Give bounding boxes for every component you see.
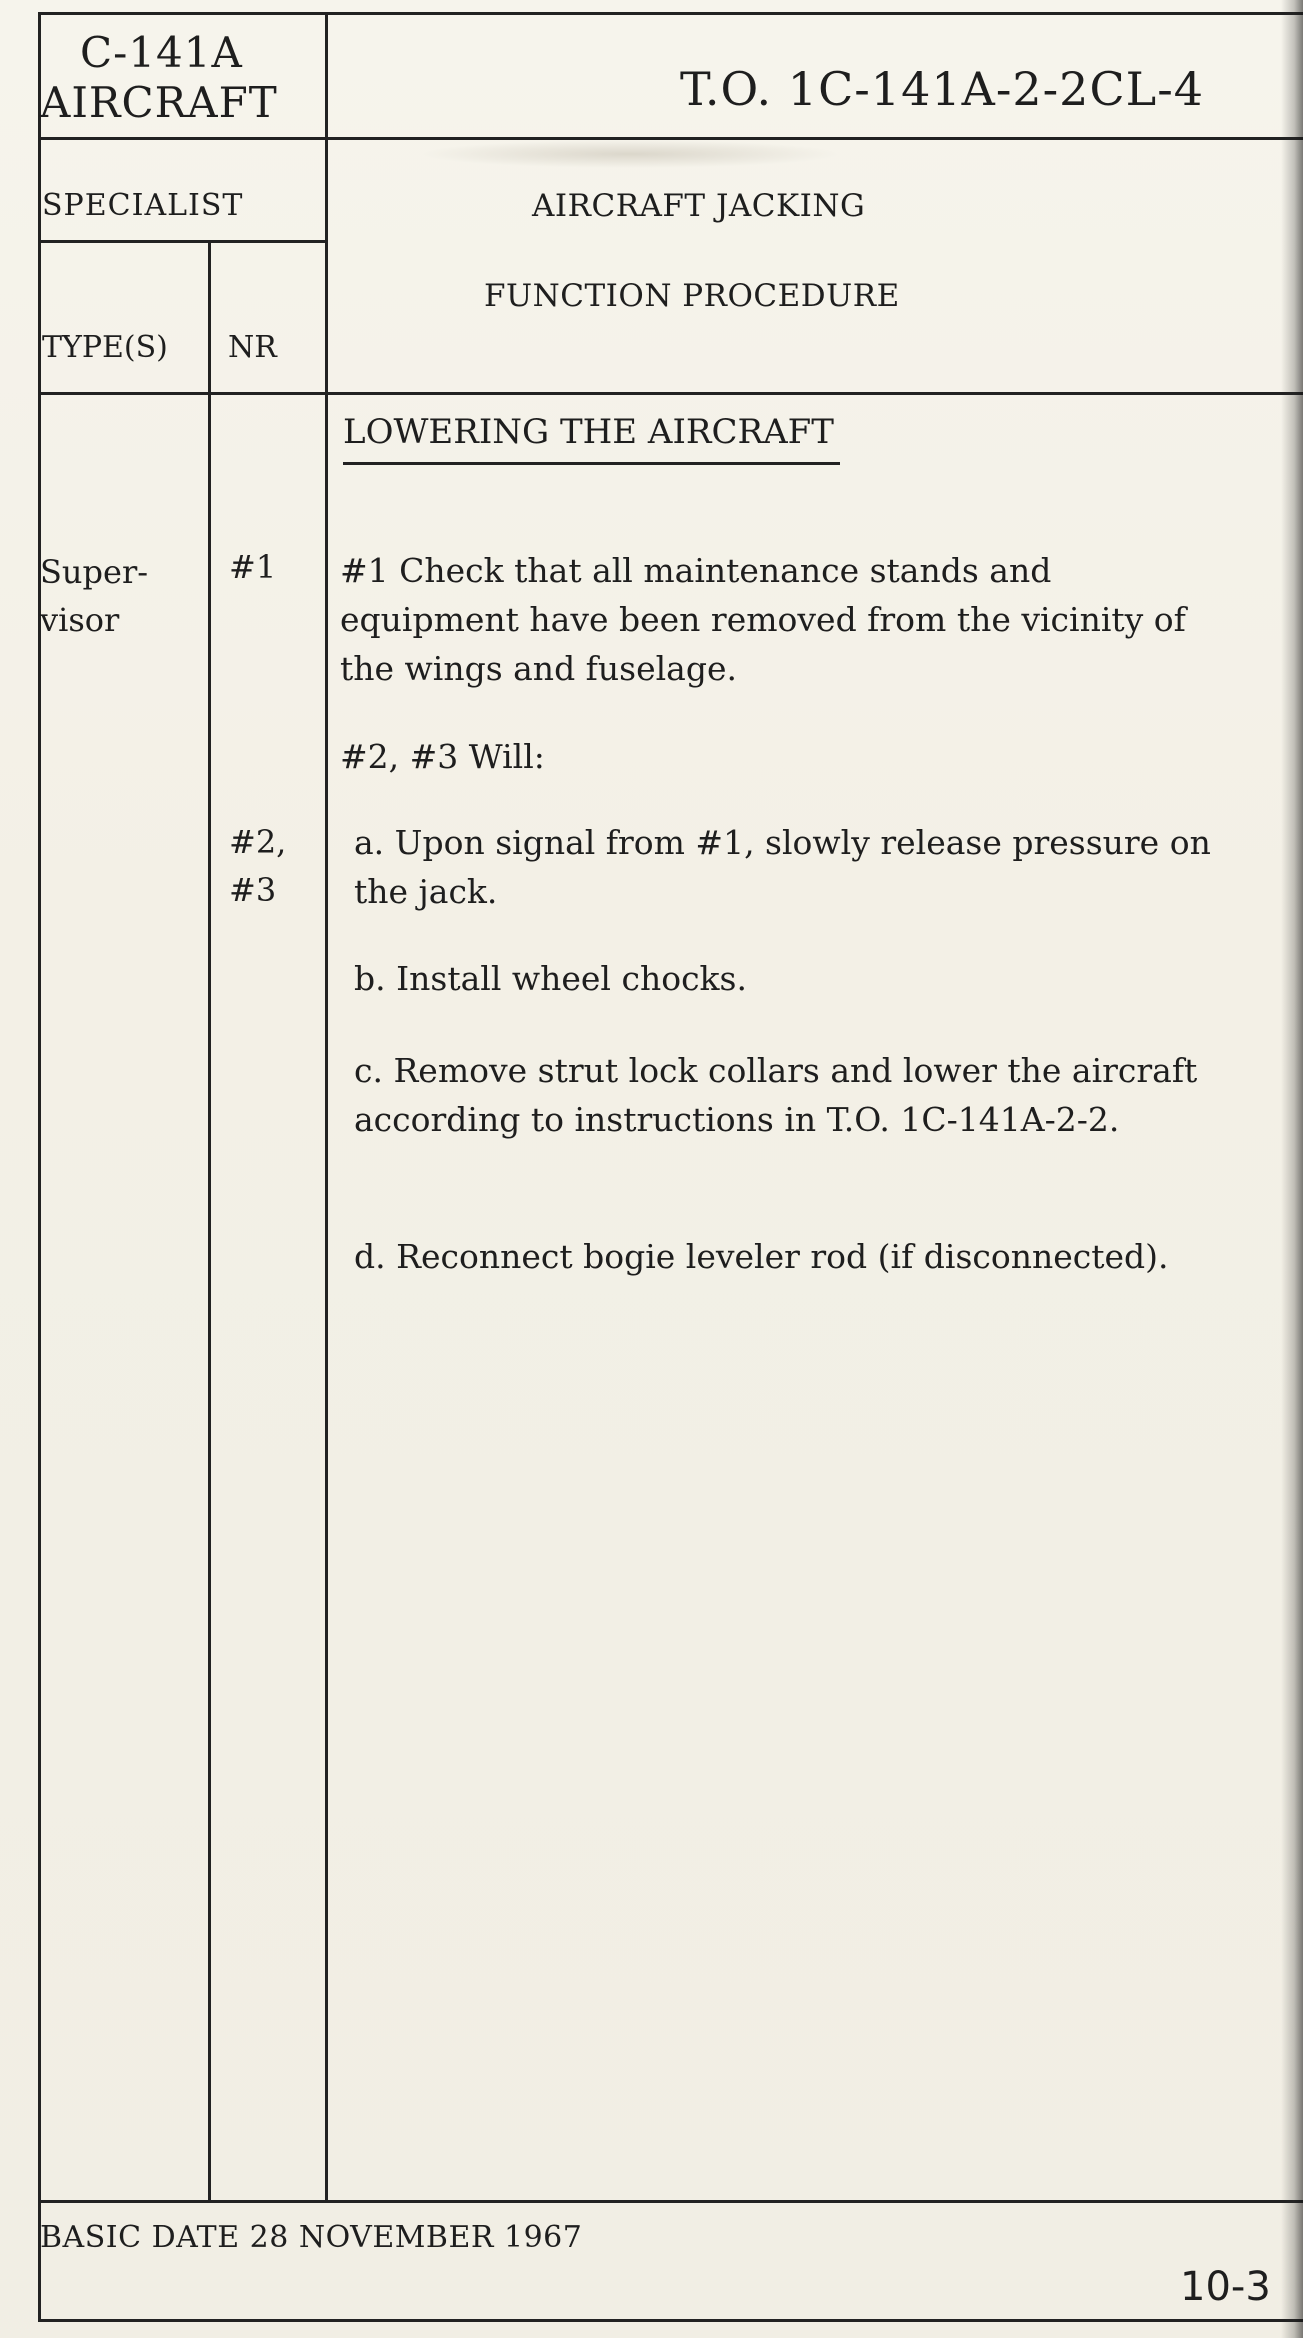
types-header: TYPE(S)	[42, 330, 168, 365]
subject-title: AIRCRAFT JACKING	[532, 188, 866, 224]
aircraft-model: C-141A	[80, 28, 243, 77]
header-divider	[38, 137, 1303, 140]
person-type: Super- visor	[40, 553, 149, 639]
footer-divider	[38, 2200, 1303, 2203]
nr-2-3: #2, #3	[229, 823, 287, 909]
section-title: LOWERING THE AIRCRAFT	[343, 412, 840, 465]
specialist-header: SPECIALIST	[42, 188, 244, 223]
step-1: #1 Check that all maintenance stands and equipment have been removed from the vicinity of the wings and fuselage.	[340, 551, 1186, 688]
technical-order-number: T.O. 1C-141A-2-2CL-4	[680, 62, 1205, 116]
procedure-label: FUNCTION PROCEDURE	[484, 278, 900, 314]
nr-1: #1	[229, 548, 277, 586]
step-c: c. Remove strut lock collars and lower the aircraft according to instructions in T.O. 1C-141A-2-2.	[354, 1051, 1198, 1139]
page-number: 10-3	[1180, 2264, 1271, 2310]
step-a: a. Upon signal from #1, slowly release pressure on the jack.	[354, 823, 1211, 911]
specialist-divider	[38, 240, 328, 243]
left-column-divider	[325, 12, 328, 2202]
will-intro: #2, #3 Will:	[340, 737, 545, 776]
nr-header: NR	[228, 330, 277, 365]
nr-column-divider	[208, 240, 211, 2202]
column-header-divider	[38, 392, 1303, 395]
basic-date: BASIC DATE 28 NOVEMBER 1967	[40, 2220, 583, 2255]
page-edge-shadow	[1281, 0, 1303, 2338]
step-d: d. Reconnect bogie leveler rod (if disconnected).	[354, 1237, 1169, 1276]
step-b: b. Install wheel chocks.	[354, 959, 747, 998]
aircraft-label: AIRCRAFT	[40, 78, 278, 127]
